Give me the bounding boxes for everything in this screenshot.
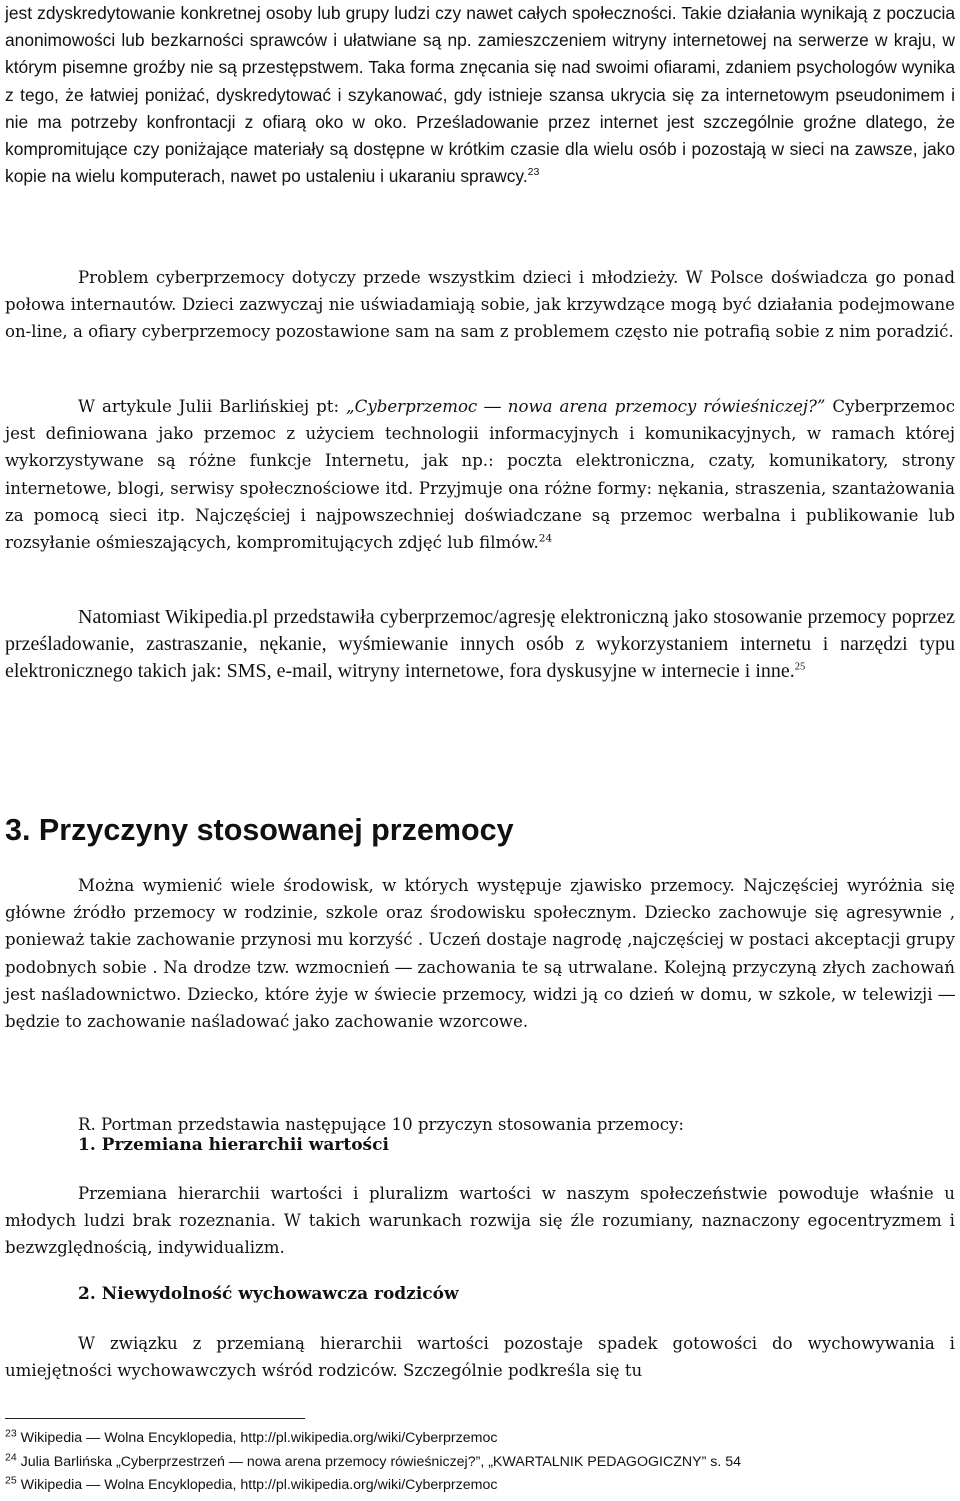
footnote-ref: 23 — [527, 166, 540, 179]
paragraph-hierarchy-change: Przemiana hierarchii wartości i pluralizm wartości w naszym społeczeństwie powoduje właśnie u młodych ludzi brak rozeznania. W takich warunkach rozwija się źle rozumiany, naznaczony egocentryzmem i bezwzględnością, indywidualizm. — [5, 1184, 955, 1258]
footnote-ref: 24 — [538, 532, 553, 545]
paragraph-text: jest zdyskredytowanie konkretnej osoby lub grupy ludzi czy nawet całych społeczności. Takie działania wynikają z poczucia anonimowości lub bezkarności sprawców i ułatwiane są np. zamieszczeniem witryny internetowej na serwerze w kraju, w którym pisemne groźby nie są przestępstwem. Taka forma znęcania się nad swoimi ofiarami, zdaniem psychologów wynika — [5, 3, 955, 78]
paragraph-text: W artykule Julii Barlińskiej pt: — [78, 397, 347, 416]
footnote-23 — [5, 1429, 497, 1447]
paragraph-text: Cyberprzemoc jest definiowana jako przemoc z użyciem technologii informacyjnych i komunikacyjnych, w ramach której wykorzystywane są różne funkcje Internetu, jak np.: poczta elektroniczna, czaty, komunikatory, strony internetowe, blogi, serwisy społecznościowe itd. Przyjmuje ona różne formy: nękania, straszenia, szantażowania za pomocą sieci itp. Najczęściej i najpowszechniej doświadczane są przemoc werbalna i publikowanie lub rozsyłanie ośmieszających, kompromitujących zdjęć lub filmów. — [5, 397, 955, 553]
footnote-number: 25 — [5, 1474, 17, 1487]
paragraph-portman-intro: R. Portman przedstawia następujące 10 przyczyn stosowania przemocy: — [78, 1115, 685, 1134]
paragraph-text: Natomiast Wikipedia.pl przedstawiła cyberprzemoc/agresję elektroniczną jako stosowanie przemocy poprzez prześladowanie, zastraszanie, nękanie, wyśmiewanie innych osób z wykorzystaniem internetu i narzędzi typu elektronicznego takich jak: SMS, e-mail, witryny internetowe, fora dyskusyjne w internecie i inne. — [5, 606, 955, 683]
section-heading: 3. Przyczyny stosowanej przemocy — [5, 813, 514, 847]
paragraph-parental-failure: W związku z przemianą hierarchii wartości pozostaje spadek gotowości do wychowywania i umiejętności wychowawczych wśród rodziców. Szczególnie podkreśla się tu — [5, 1334, 955, 1381]
footnote-text: Wikipedia ― Wolna Encyklopedia, http://pl.wikipedia.org/wiki/Cyberprzemoc — [16, 1430, 498, 1446]
footnote-24 — [5, 1453, 741, 1471]
footnote-ref: 25 — [794, 661, 806, 673]
footnote-divider — [5, 1418, 305, 1419]
footnote-25 — [5, 1476, 497, 1494]
footnote-text: Julia Barlińska „Cyberprzestrzeń ― nowa arena przemocy rówieśniczej?”, „KWARTALNIK PEDAGOGICZNY” s. 54 — [16, 1454, 741, 1470]
subheading-parental-failure: 2. Niewydolność wychowawcza rodziców — [78, 1284, 459, 1304]
footnote-number: 23 — [5, 1427, 17, 1440]
paragraph-text: z tego, że łatwiej poniżać, dyskredytować i szykanować, gdy istnieje szansa ukrycia się za internetowym pseudonimem i nie ma potrzeby konfrontacji z ofiarą oko w oko. Prześladowanie przez internet jest szczególnie groźne dlatego, że kompromitujące czy poniżające materiały są dostępne w krótkim czasie dla wielu osób i pozostają w sieci na zawsze, jako kopie na wielu komputerach, nawet po ustaleniu i ukaraniu sprawcy. — [5, 84, 955, 187]
paragraph-cyberbullying-problem: Problem cyberprzemocy dotyczy przede wszystkim dzieci i młodzieży. W Polsce doświadcza go ponad połowa internautów. Dzieci zazwyczaj nie uświadamiają sobie, jak krzywdzące mogą być działania podejmowane on-line, a ofiary cyberprzemocy pozostawione sam na sam z problemem często nie potrafią sobie z nim poradzić. — [5, 268, 955, 342]
paragraph-environments: Można wymienić wiele środowisk, w których występuje zjawisko przemocy. Najczęściej wyróżnia się główne źródło przemocy w rodzinie, szkole oraz środowisku społecznym. Dziecko zachowuje się agresywnie , ponieważ takie zachowanie przynosi mu korzyść . Uczeń dostaje nagrodę ,najczęściej w postaci akceptacji grupy podobnych sobie . Na drodze tzw. wzmocnień ― zachowania te są utrwalane. Kolejną przyczyną złych zachowań jest naśladownictwo. Dziecko, które żyje w świecie przemocy, widzi ją co dzień w domu, w szkole, w telewizji ― będzie to zachowanie naśladować jako zachowanie wzorcowe. — [5, 876, 955, 1032]
paragraph-anonymity — [5, 0, 955, 190]
footnote-number: 24 — [5, 1451, 17, 1464]
paragraph-barlinska-definition — [5, 393, 955, 556]
footnote-text: Wikipedia ― Wolna Encyklopedia, http://pl.wikipedia.org/wiki/Cyberprzemoc — [16, 1477, 498, 1493]
subheading-hierarchy-change: 1. Przemiana hierarchii wartości — [78, 1135, 389, 1155]
paragraph-wikipedia-definition — [5, 604, 955, 686]
article-title: „Cyberprzemoc ― nowa arena przemocy rówieśniczej?” — [346, 397, 826, 416]
